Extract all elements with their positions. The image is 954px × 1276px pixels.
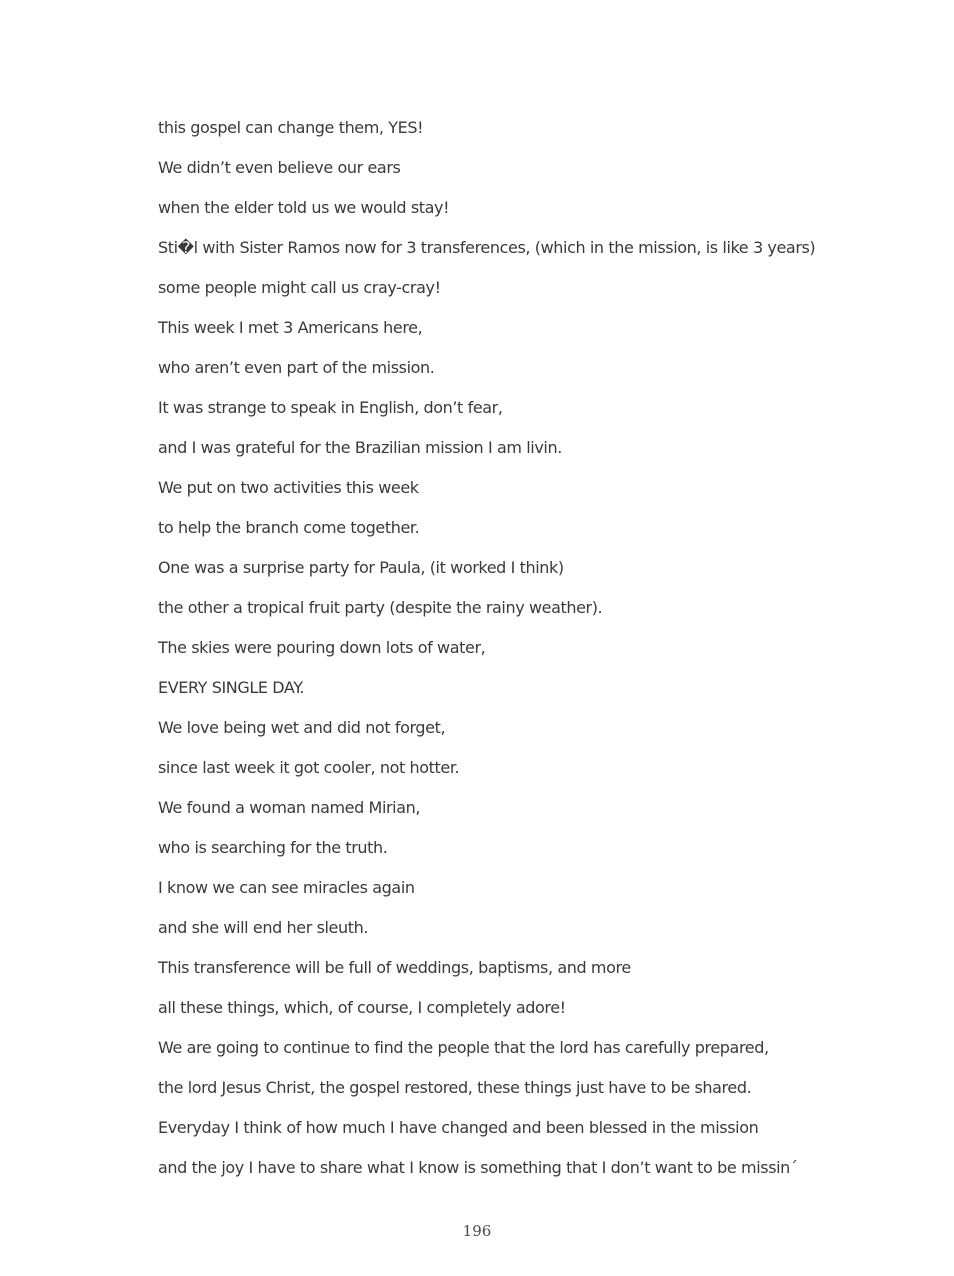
poem-line: since last week it got cooler, not hotter. xyxy=(158,758,460,777)
poem-line: this gospel can change them, YES! xyxy=(158,118,424,137)
page-number: 196 xyxy=(462,1222,492,1240)
poem-line: I know we can see miracles again xyxy=(158,878,415,897)
poem-line: and the joy I have to share what I know is something that I don’t want to be missin´ xyxy=(158,1158,798,1177)
poem-line: to help the branch come together. xyxy=(158,518,420,537)
poem-line: when the elder told us we would stay! xyxy=(158,198,450,217)
poem-line: We found a woman named Mirian, xyxy=(158,798,421,817)
poem-line: The skies were pouring down lots of water, xyxy=(158,638,486,657)
poem-line: We didn’t even believe our ears xyxy=(158,158,401,177)
poem-line: We put on two activities this week xyxy=(158,478,419,497)
poem-line: the other a tropical fruit party (despite the rainy weather). xyxy=(158,598,603,617)
poem-line: This week I met 3 Americans here, xyxy=(158,318,423,337)
poem-line: who aren’t even part of the mission. xyxy=(158,358,435,377)
poem-line: This transference will be full of weddings, baptisms, and more xyxy=(158,958,631,977)
poem-line: who is searching for the truth. xyxy=(158,838,388,857)
poem-line: It was strange to speak in English, don’t fear, xyxy=(158,398,503,417)
poem-line: all these things, which, of course, I completely adore! xyxy=(158,998,566,1017)
poem-line: One was a surprise party for Paula, (it worked I think) xyxy=(158,558,564,577)
poem-line: Everyday I think of how much I have changed and been blessed in the mission xyxy=(158,1118,759,1137)
poem-line: EVERY SINGLE DAY. xyxy=(158,678,305,697)
poem-line: We are going to continue to find the people that the lord has carefully prepared, xyxy=(158,1038,769,1057)
poem-line: Sti�l with Sister Ramos now for 3 transferences, (which in the mission, is like 3 years) xyxy=(158,238,816,257)
poem-line: the lord Jesus Christ, the gospel restored, these things just have to be shared. xyxy=(158,1078,752,1097)
poem-line: some people might call us cray-cray! xyxy=(158,278,441,297)
poem-body xyxy=(158,116,898,1196)
poem-line: We love being wet and did not forget, xyxy=(158,718,446,737)
poem-line: and she will end her sleuth. xyxy=(158,918,369,937)
poem-line: and I was grateful for the Brazilian mission I am livin. xyxy=(158,438,562,457)
